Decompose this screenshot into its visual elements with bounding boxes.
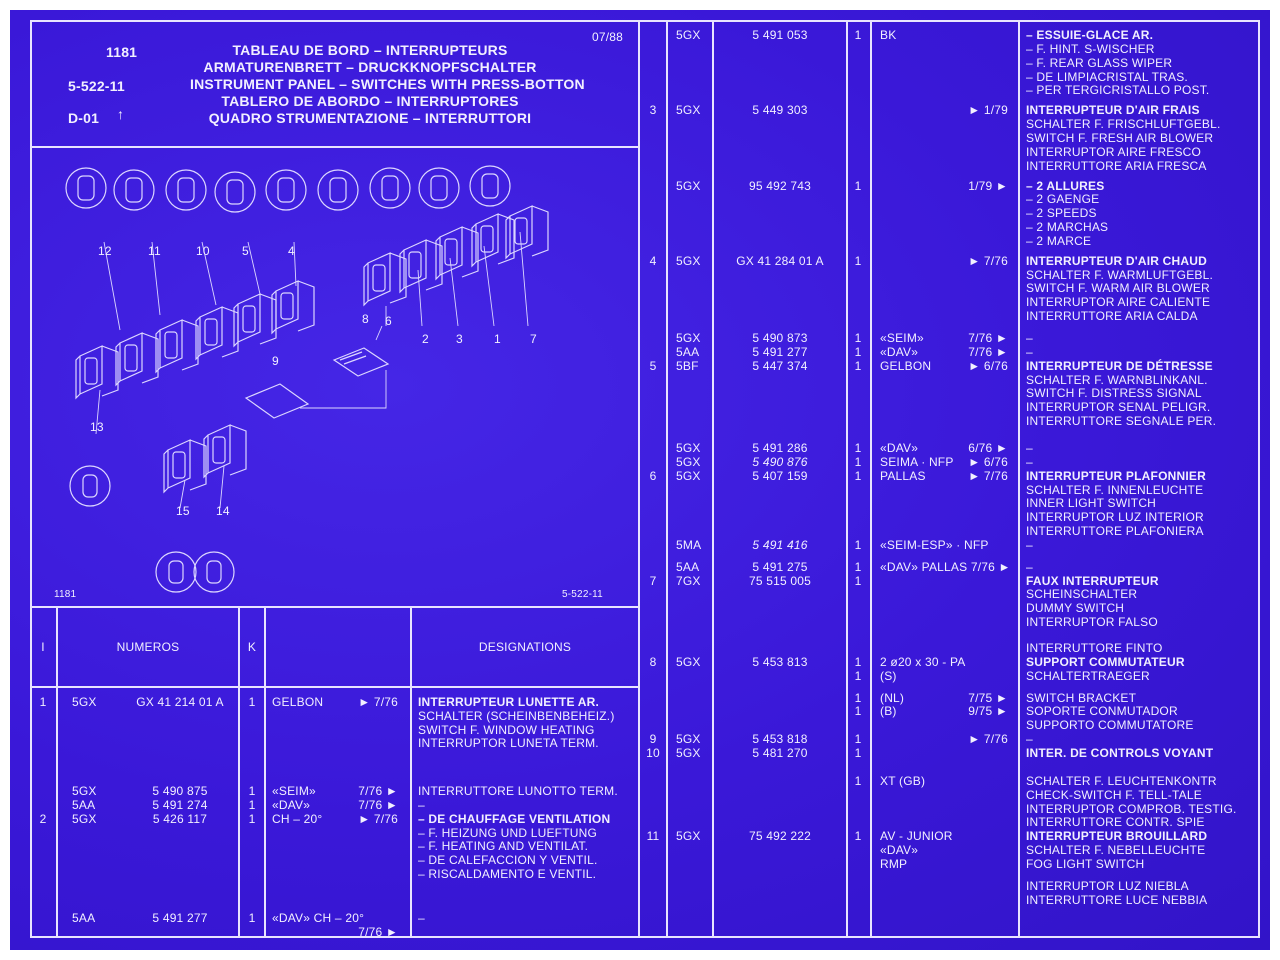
row-part-number: 5 447 374 <box>752 358 808 373</box>
row-prefix: 5GX <box>72 784 97 799</box>
row-quantity: 1 <box>854 454 862 469</box>
button-cap-outline <box>166 170 206 210</box>
switch-body-face <box>445 239 457 265</box>
row-prefix: 7GX <box>676 573 701 588</box>
row-supplier: (B) <box>880 704 897 719</box>
row-designation: INTERRUPTOR LUNETA TERM. <box>418 736 599 751</box>
callout-label: 3 <box>456 332 463 346</box>
row-designation: – DE CHAUFFAGE VENTILATION <box>418 811 611 826</box>
title-fr: TABLEAU DE BORD – INTERRUPTEURS <box>232 42 508 58</box>
row-quantity: 1 <box>854 331 862 345</box>
row-designation: – F. HEATING AND VENTILAT. <box>418 839 589 854</box>
row-date: 7/76 ► <box>358 798 398 812</box>
callout-label: 9 <box>272 354 279 368</box>
row-index: 10 <box>646 745 660 760</box>
row-quantity: 1 <box>248 798 256 812</box>
row-date: ► 6/76 <box>968 358 1008 373</box>
row-designation: – 2 MARCHAS <box>1026 220 1109 235</box>
row-prefix: 5GX <box>676 178 701 193</box>
row-supplier: RMP <box>880 856 908 871</box>
col-sep <box>410 606 412 936</box>
row-designation: – <box>1026 732 1033 747</box>
switch-body-face <box>125 345 137 371</box>
switch-body-face <box>373 265 385 291</box>
row-quantity: 1 <box>854 829 862 844</box>
title-it: QUADRO STRUMENTAZIONE – INTERRUTTORI <box>208 110 532 126</box>
row-index: 4 <box>649 253 657 268</box>
row-designation: SCHALTER F. LEUCHTENKONTR <box>1026 773 1217 788</box>
row-supplier: «SEIM» <box>880 331 924 345</box>
row-supplier: SEIMA · NFP <box>880 454 954 469</box>
header-date: 07/88 <box>592 30 624 44</box>
row-designation: SWITCH F. WARM AIR BLOWER <box>1026 281 1210 296</box>
row-supplier: «SEIM-ESP» · NFP <box>880 537 989 552</box>
row-supplier: PALLAS <box>880 468 926 483</box>
switch-body-face <box>481 226 493 252</box>
button-cap-icon <box>330 178 346 202</box>
row-part-number: 5 491 053 <box>752 28 808 42</box>
row-supplier: XT (GB) <box>880 773 926 788</box>
row-designation: – F. HEIZUNG UND LUEFTUNG <box>418 825 598 840</box>
switch-body-face <box>243 306 255 332</box>
callout-label: 14 <box>216 504 230 518</box>
row-date: ► 7/76 <box>358 695 398 709</box>
row-designation: DUMMY SWITCH <box>1026 601 1125 616</box>
col-sep <box>870 20 872 938</box>
row-designation: SCHALTER F. FRISCHLUFTGEBL. <box>1026 117 1221 132</box>
row-date: 1/79 ► <box>968 178 1008 193</box>
leader-line <box>376 326 382 340</box>
row-designation: – PER TERGICRISTALLO POST. <box>1026 83 1210 98</box>
leader-line <box>300 370 386 408</box>
row-designation: – F. REAR GLASS WIPER <box>1026 55 1173 70</box>
row-supplier: «DAV» <box>880 344 919 359</box>
title-es: TABLERO DE ABORDO – INTERRUPTORES <box>221 93 519 109</box>
row-designation: – 2 ALLURES <box>1026 178 1105 193</box>
row-part-number: 5 453 818 <box>752 732 808 747</box>
row-designation: INTERRUPTOR AIRE CALIENTE <box>1026 295 1211 310</box>
row-index: 5 <box>649 358 657 373</box>
row-supplier: (NL) <box>880 690 905 705</box>
row-index: 9 <box>649 732 657 747</box>
switch-body-face <box>85 358 97 384</box>
col-header-designations: DESIGNATIONS <box>478 640 572 654</box>
row-index: 1 <box>39 695 47 709</box>
row-designation: – <box>1026 559 1033 574</box>
row-designation: INTERRUPTEUR BROUILLARD <box>1026 829 1208 844</box>
row-part-number: 5 481 270 <box>752 745 808 760</box>
switch-body-face <box>213 437 225 463</box>
row-supplier: «SEIM» <box>272 784 316 799</box>
header-code: 1181 <box>106 44 138 60</box>
row-designation: INTERRUPTOR SENAL PELIGR. <box>1026 400 1211 415</box>
row-part-number: 5 491 286 <box>752 440 808 455</box>
row-designation: SWITCH F. FRESH AIR BLOWER <box>1026 130 1214 145</box>
row-designation: – <box>1026 454 1033 469</box>
callout-label: 12 <box>98 244 112 258</box>
row-quantity: 1 <box>854 654 862 669</box>
row-designation: – DE LIMPIACRISTAL TRAS. <box>1026 69 1188 84</box>
row-supplier: 2 ø20 x 30 - PA <box>880 654 966 669</box>
button-cap-icon <box>83 475 97 497</box>
button-cap-icon <box>482 174 498 198</box>
row-part-number: 75 492 222 <box>748 829 812 844</box>
row-part-number: 95 492 743 <box>748 178 812 193</box>
col-header-k: K <box>247 640 257 654</box>
callout-label: 5 <box>242 244 249 258</box>
row-designation: INTERRUTTORE SEGNALE PER. <box>1026 414 1217 429</box>
leader-line <box>248 242 260 294</box>
row-designation: FOG LIGHT SWITCH <box>1026 856 1145 871</box>
row-prefix: 5GX <box>676 829 701 844</box>
button-cap-outline <box>419 168 459 208</box>
row-designation: INTERRUTTORE PLAFONIERA <box>1026 524 1204 539</box>
row-designation: INTERRUTTORE LUNOTTO TERM. <box>418 784 618 799</box>
button-cap-icon <box>78 176 94 200</box>
col-header-numeros: NUMEROS <box>116 640 180 654</box>
row-date: ► 7/76 <box>968 732 1008 747</box>
row-designation: SCHALTER F. WARMLUFTGEBL. <box>1026 267 1214 282</box>
leader-line <box>484 246 494 326</box>
row-quantity: 1 <box>854 732 862 747</box>
row-prefix: 5GX <box>676 732 701 747</box>
row-supplier: AV - JUNIOR <box>880 829 953 844</box>
col-sep <box>238 606 240 936</box>
row-date: ► 7/76 <box>968 253 1008 268</box>
row-designation: SCHALTERTRAEGER <box>1026 668 1150 683</box>
row-designation: SUPPORT COMMUTATEUR <box>1026 654 1185 669</box>
row-quantity: 1 <box>854 358 862 373</box>
row-index: 3 <box>649 103 657 118</box>
row-quantity: 1 <box>854 745 862 760</box>
row-part-number: 5 491 277 <box>152 910 208 925</box>
header-sheet: D-01 <box>68 110 100 126</box>
row-designation: INTERRUPTEUR D'AIR FRAIS <box>1026 103 1200 118</box>
row-designation: SWITCH F. WINDOW HEATING <box>418 722 595 737</box>
button-cap-icon <box>227 180 243 204</box>
title-de: ARMATURENBRETT – DRUCKKNOPFSCHALTER <box>203 59 537 75</box>
row-quantity: 1 <box>854 178 862 193</box>
switch-bracket <box>246 384 308 418</box>
row-part-number: GX 41 214 01 A <box>136 695 224 709</box>
row-designation: – <box>418 910 425 925</box>
row-designation: – 2 SPEEDS <box>1026 206 1097 221</box>
row-designation: – <box>1026 440 1033 455</box>
row-supplier: «DAV» PALLAS 7/76 ► <box>880 559 1011 574</box>
callout-label: 15 <box>176 504 190 518</box>
row-date: 9/75 ► <box>968 704 1008 719</box>
row-designation: SUPPORTO COMMUTATORE <box>1026 718 1194 733</box>
row-quantity: 1 <box>248 784 256 799</box>
arrow-up-icon: ↑ <box>117 106 125 122</box>
frame-right <box>1258 20 1260 938</box>
row-prefix: 5GX <box>676 454 701 469</box>
row-supplier: «DAV» CH – 20° <box>272 910 365 925</box>
row-part-number: 5 490 875 <box>152 784 208 799</box>
callout-label: 1 <box>494 332 501 346</box>
row-designation: SWITCH BRACKET <box>1026 690 1137 705</box>
row-quantity: 1 <box>854 573 862 588</box>
switch-body-face <box>281 293 293 319</box>
callout-label: 10 <box>196 244 210 258</box>
button-cap-icon <box>126 178 142 202</box>
row-designation: INTERRUPTOR FALSO <box>1026 615 1158 630</box>
row-quantity: 1 <box>854 468 862 483</box>
row-part-number: 5 491 416 <box>752 537 808 552</box>
col-sep <box>264 606 266 936</box>
row-part-number: 5 491 274 <box>152 798 208 812</box>
row-quantity: 1 <box>854 773 862 788</box>
row-prefix: 5GX <box>72 811 97 826</box>
row-designation: SCHALTER (SCHEINBENBEHEIZ.) <box>418 708 615 723</box>
row-supplier: «DAV» <box>880 843 919 858</box>
header-ref: 5-522-11 <box>68 78 125 94</box>
row-prefix: 5BF <box>676 358 699 373</box>
row-quantity: 1 <box>854 537 862 552</box>
row-date: 7/76 ► <box>968 344 1008 359</box>
row-quantity: 1 <box>248 811 256 826</box>
row-date: 6/76 ► <box>968 440 1008 455</box>
row-designation: – F. HINT. S-WISCHER <box>1026 41 1155 56</box>
row-designation: SCHALTER F. INNENLEUCHTE <box>1026 482 1204 497</box>
exploded-switch-drawing <box>10 10 640 610</box>
row-designation: – <box>1026 537 1033 552</box>
switch-body-face <box>205 319 217 345</box>
row-designation: INTERRUTTORE FINTO <box>1026 641 1163 655</box>
row-designation: SCHEINSCHALTER <box>1026 587 1138 602</box>
row-supplier: GELBON <box>880 358 932 373</box>
row-part-number: 5 449 303 <box>752 103 808 118</box>
button-cap-icon <box>431 176 447 200</box>
row-designation: INTERRUPTOR AIRE FRESCO <box>1026 144 1202 159</box>
frame-bottom <box>30 936 1260 938</box>
row-prefix: 5GX <box>676 468 701 483</box>
row-designation: INTERRUPTEUR PLAFONNIER <box>1026 468 1206 483</box>
row-designation: FAUX INTERRUPTEUR <box>1026 573 1159 588</box>
row-prefix: 5MA <box>676 537 702 552</box>
row-quantity: 1 <box>248 695 256 709</box>
button-cap-icon <box>207 561 221 583</box>
button-cap-outline <box>70 466 110 506</box>
row-supplier: CH – 20° <box>272 811 323 826</box>
row-prefix: 5GX <box>676 28 701 42</box>
row-prefix: 5GX <box>676 331 701 345</box>
row-index: 11 <box>646 829 660 844</box>
row-prefix: 5AA <box>676 559 700 574</box>
row-designation: SOPORTE CONMUTADOR <box>1026 704 1178 719</box>
button-cap-outline <box>318 170 358 210</box>
col-sep <box>712 20 714 938</box>
button-cap-icon <box>178 178 194 202</box>
row-index: 8 <box>649 654 657 669</box>
row-date: ► 7/76 <box>358 811 398 826</box>
button-cap-outline <box>156 552 196 592</box>
row-prefix: 5GX <box>676 745 701 760</box>
row-quantity: 1 <box>854 668 862 683</box>
row-supplier: (S) <box>880 668 897 683</box>
row-quantity: 1 <box>854 28 862 42</box>
row-supplier: BK <box>880 28 897 42</box>
row-date: 7/75 ► <box>968 690 1008 705</box>
leader-line <box>220 466 224 508</box>
divider-colheads <box>30 686 640 688</box>
row-part-number: 5 426 117 <box>152 811 208 826</box>
switch-body-face <box>173 452 185 478</box>
row-index: 6 <box>649 468 657 483</box>
row-designation: – <box>418 798 425 812</box>
row-designation: – RISCALDAMENTO E VENTIL. <box>418 867 597 881</box>
callout-label: 6 <box>385 314 392 328</box>
row-designation: INTERRUPTOR LUZ INTERIOR <box>1026 510 1204 525</box>
row-part-number: GX 41 284 01 A <box>736 253 824 268</box>
drawing-code: 1181 <box>54 589 77 600</box>
button-cap-outline <box>66 168 106 208</box>
row-supplier: «DAV» <box>880 440 919 455</box>
drawing-ref: 5-522-11 <box>562 589 603 600</box>
row-date: ► 7/76 <box>968 468 1008 483</box>
row-index: 7 <box>649 573 657 588</box>
row-prefix: 5GX <box>676 654 701 669</box>
row-designation: INNER LIGHT SWITCH <box>1026 496 1157 511</box>
callout-label: 13 <box>90 420 104 434</box>
row-designation: INTERRUPTEUR D'AIR CHAUD <box>1026 253 1207 268</box>
row-designation: SCHALTER F. NEBELLEUCHTE <box>1026 843 1206 858</box>
callout-label: 11 <box>148 244 161 258</box>
row-prefix: 5GX <box>676 103 701 118</box>
row-date: 7/76 ► <box>358 784 398 799</box>
button-cap-outline <box>266 170 306 210</box>
switch-body-face <box>165 332 177 358</box>
row-quantity: 1 <box>854 704 862 719</box>
row-designation: SCHALTER F. WARNBLINKANL. <box>1026 372 1208 387</box>
col-sep <box>666 20 668 938</box>
row-designation: INTERRUTTORE LUCE NEBBIA <box>1026 892 1208 907</box>
title-en: INSTRUMENT PANEL – SWITCHES WITH PRESS-BOTTON <box>190 76 585 92</box>
row-prefix: 5GX <box>72 695 97 709</box>
row-designation: – DE CALEFACCION Y VENTIL. <box>418 853 598 868</box>
parts-catalog-sheet <box>10 10 1270 950</box>
row-date: ► 6/76 <box>968 454 1008 469</box>
row-date: 7/76 ► <box>968 331 1008 345</box>
callout-label: 4 <box>288 244 295 258</box>
row-part-number: 5 453 813 <box>752 654 808 669</box>
row-prefix: 5GX <box>676 253 701 268</box>
button-cap-icon <box>278 178 294 202</box>
row-quantity: 1 <box>854 559 862 574</box>
button-cap-icon <box>169 561 183 583</box>
button-cap-icon <box>382 176 398 200</box>
col-sep <box>56 606 58 936</box>
button-cap-outline <box>470 166 510 206</box>
row-designation: INTERRUPTEUR LUNETTE AR. <box>418 695 600 709</box>
row-supplier: GELBON <box>272 695 324 709</box>
button-cap-outline <box>114 170 154 210</box>
row-designation: – ESSUIE-GLACE AR. <box>1026 28 1154 42</box>
row-designation: INTERRUPTEUR DE DÉTRESSE <box>1026 358 1213 373</box>
row-designation: – <box>1026 344 1033 359</box>
row-prefix: 5AA <box>72 798 96 812</box>
row-part-number: 5 491 277 <box>752 344 808 359</box>
button-cap-outline <box>215 172 255 212</box>
row-supplier: «DAV» <box>272 798 311 812</box>
row-part-number: 5 490 873 <box>752 331 808 345</box>
row-quantity: 1 <box>854 690 862 705</box>
row-designation: – <box>1026 331 1033 345</box>
row-designation: SWITCH F. DISTRESS SIGNAL <box>1026 386 1202 401</box>
row-part-number: 75 515 005 <box>748 573 812 588</box>
leader-line <box>418 270 422 326</box>
col-sep <box>1018 20 1020 938</box>
button-cap-outline <box>194 552 234 592</box>
col-header-index: I <box>41 640 45 654</box>
row-prefix: 5AA <box>72 910 96 925</box>
callout-label: 7 <box>530 332 537 346</box>
button-cap-outline <box>370 168 410 208</box>
row-quantity: 1 <box>854 344 862 359</box>
row-index: 2 <box>39 811 47 826</box>
row-prefix: 5AA <box>676 344 700 359</box>
row-designation: – 2 GAENGE <box>1026 192 1100 207</box>
callout-label: 8 <box>362 312 369 326</box>
row-designation: CHECK-SWITCH F. TELL-TALE <box>1026 787 1202 802</box>
row-part-number: 5 490 876 <box>752 454 808 469</box>
row-designation: INTERRUPTOR COMPROB. TESTIG. <box>1026 801 1237 816</box>
row-designation: INTERRUTTORE ARIA FRESCA <box>1026 158 1207 173</box>
row-designation: INTER. DE CONTROLS VOYANT <box>1026 745 1214 760</box>
row-date: 7/76 ► <box>358 924 398 939</box>
row-designation: – 2 MARCE <box>1026 233 1092 248</box>
row-quantity: 1 <box>854 440 862 455</box>
row-part-number: 5 491 275 <box>752 559 808 574</box>
row-date: ► 1/79 <box>968 103 1008 118</box>
callout-label: 2 <box>422 332 429 346</box>
row-designation: INTERRUTTORE CONTR. SPIE <box>1026 815 1205 830</box>
row-designation: INTERRUPTOR LUZ NIEBLA <box>1026 878 1189 893</box>
switch-body-face <box>409 252 421 278</box>
row-quantity: 1 <box>854 253 862 268</box>
row-designation: INTERRUTTORE ARIA CALDA <box>1026 309 1198 324</box>
support-plate <box>334 348 388 376</box>
row-prefix: 5GX <box>676 440 701 455</box>
row-part-number: 5 407 159 <box>752 468 808 483</box>
row-quantity: 1 <box>248 910 256 925</box>
